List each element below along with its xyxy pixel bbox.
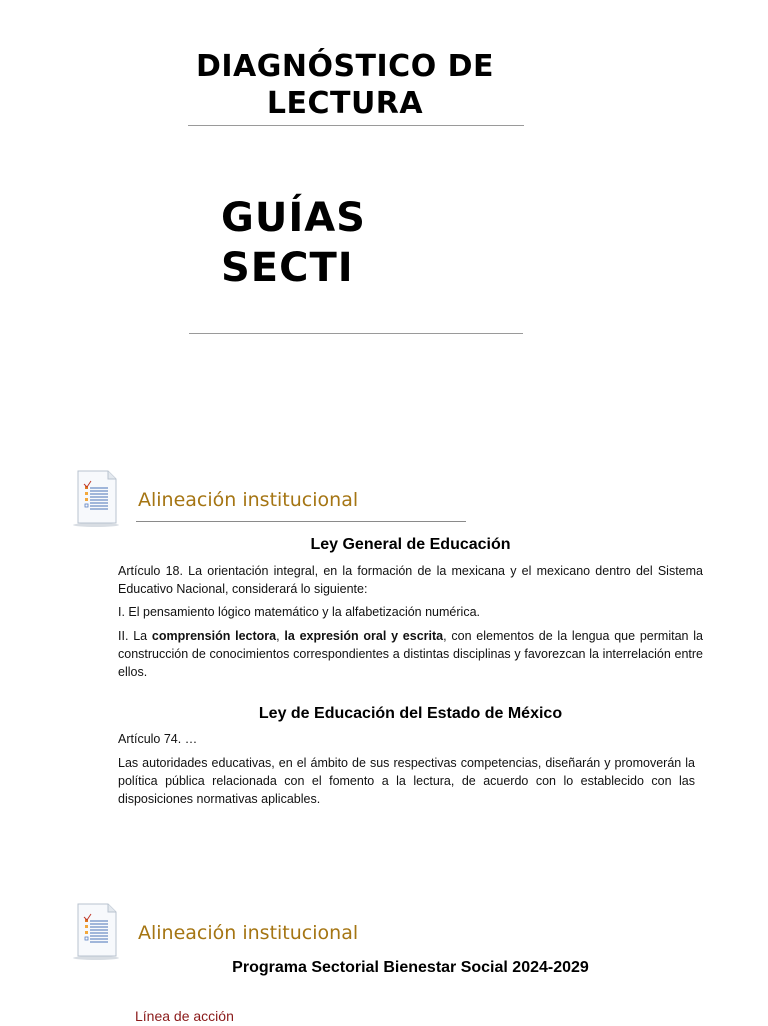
article-74-label: Artículo 74. … [118, 732, 198, 746]
item-2-oral-written-expression: la expresión oral y escrita [284, 629, 444, 643]
item-2-reading-comprehension: comprensión lectora [151, 629, 277, 643]
document-subtitle [221, 193, 366, 293]
program-title: Programa Sectorial Bienestar Social 2024-2029 [232, 959, 589, 976]
article-74-text: Las autoridades educativas, en el ámbito de sus respectivas competencias, diseñarán y promoverán la política pública relacionada con el fomento a la lectura, de acuerdo con lo establecido con las disposiciones normativas aplicables. [118, 756, 695, 806]
law-title-general: Ley General de Educación [310, 536, 511, 553]
law-title-state: Ley de Educación del Estado de México [258, 705, 563, 722]
document-title-line-2: LECTURA [266, 86, 424, 121]
item-2-suffix: , con elementos de la lengua que permitan la construcción de conocimientos correspondientes a distintas disciplinas y favorezcan la interrelación entre ellos. [118, 629, 703, 679]
subtitle-line-2: SECTI [221, 245, 354, 291]
item-2-prefix: II. La [118, 629, 152, 643]
section-heading: Alineación institucional [138, 922, 359, 944]
item-2-separator: , [276, 629, 285, 643]
document-title-line-1: DIAGNÓSTICO DE [195, 49, 495, 84]
action-line-label: Línea de acción [135, 1008, 234, 1024]
document-title [188, 48, 502, 122]
section-divider [136, 521, 466, 522]
article-18-item-1: I. El pensamiento lógico matemático y la alfabetización numérica. [118, 605, 480, 619]
document-checklist-icon [72, 468, 122, 528]
document-checklist-icon [72, 901, 122, 961]
article-18-text: Artículo 18. La orientación integral, en la formación de la mexicana y el mexicano dentro del Sistema Educativo Nacional, considerará lo siguiente: [118, 564, 703, 596]
subtitle-divider [189, 333, 523, 334]
section-heading: Alineación institucional [138, 489, 359, 511]
subtitle-line-1: GUÍAS [221, 195, 366, 241]
article-18-item-2 [118, 627, 703, 681]
title-divider [188, 125, 524, 126]
